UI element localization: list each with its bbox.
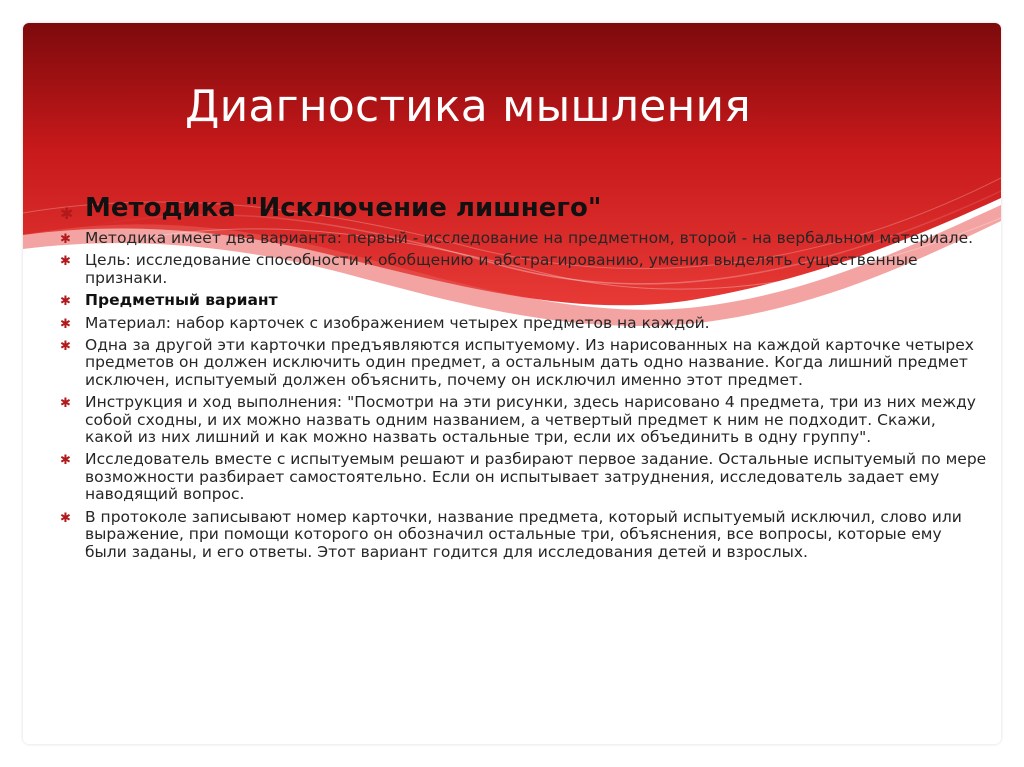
asterisk-bullet-icon: ✱ <box>60 232 71 247</box>
asterisk-bullet-icon: ✱ <box>60 254 71 270</box>
bullet-list <box>58 193 988 566</box>
asterisk-bullet-icon: ✱ <box>60 510 71 526</box>
asterisk-bullet-icon: ✱ <box>60 396 71 412</box>
list-item <box>58 193 988 223</box>
slide <box>23 23 1001 744</box>
asterisk-bullet-icon: ✱ <box>60 294 71 310</box>
list-item <box>58 292 988 309</box>
list-item <box>58 252 988 287</box>
slide-title: Диагностика мышления <box>185 81 751 132</box>
list-item <box>58 230 988 247</box>
list-item <box>58 394 988 446</box>
list-item-text: Одна за другой эти карточки предъявляются испытуемому. Из нарисованных на каждой карточке четырех предметов он должен исключить один предмет, а остальным дать одно название. Когда лишний предмет исключен, испытуемый должен объяснить, почему он исключил именно этот предмет. <box>85 336 974 389</box>
list-item <box>58 315 988 332</box>
list-item-text: Методика "Исключение лишнего" <box>85 193 602 223</box>
asterisk-bullet-icon: ✱ <box>60 316 71 332</box>
list-item-text: Цель: исследование способности к обобщению и абстрагированию, умения выделять существенные признаки. <box>85 251 918 287</box>
list-item-text: В протоколе записывают номер карточки, название предмета, который испытуемый исключил, слово или выражение, при помощи которого он обозначил остальные три, объяснения, все вопросы, которые ему были заданы, и его ответы. Этот вариант годится для исследования детей и взрослых. <box>85 507 962 561</box>
list-item <box>58 451 988 503</box>
asterisk-bullet-icon: ✱ <box>60 453 71 469</box>
list-item-text: Инструкция и ход выполнения: "Посмотри на эти рисунки, здесь нарисовано 4 предмета, три из них между собой сходны, и их можно назвать одним названием, а четвертый предмет к ним не подходит. Скажи, какой из них лишний и как можно назвать остальные три, если их объединить в одну группу". <box>85 393 976 447</box>
asterisk-bullet-icon: ✱ <box>60 204 74 223</box>
list-item-text: Предметный вариант <box>85 291 278 310</box>
list-item <box>58 337 988 389</box>
asterisk-bullet-icon: ✱ <box>60 339 71 355</box>
list-item-text: Материал: набор карточек с изображением четырех предметов на каждой. <box>85 313 710 332</box>
list-item <box>58 509 988 561</box>
list-item-text: Методика имеет два варианта: первый - исследование на предметном, второй - на вербальном материале. <box>85 229 974 247</box>
list-item-text: Исследователь вместе с испытуемым решают и разбирают первое задание. Остальные испытуемый по мере возможности разбирает самостоятельно. Если он испытывает затруднения, исследователь задает ему наводящий вопрос. <box>85 450 987 504</box>
